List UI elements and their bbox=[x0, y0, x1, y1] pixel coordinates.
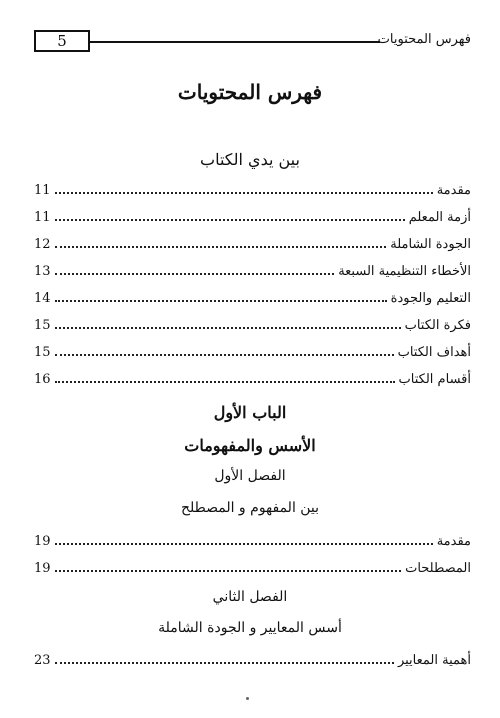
toc-entry[interactable] bbox=[34, 338, 471, 360]
chapter-heading: الفصل الأول bbox=[214, 468, 286, 484]
toc-entry-label: أزمة المعلم bbox=[408, 210, 471, 225]
toc-entry-label: الجودة الشاملة bbox=[390, 237, 471, 252]
chapter-subtitle: بين المفهوم و المصطلح bbox=[180, 500, 320, 516]
toc-entry-page: 19 bbox=[34, 561, 51, 576]
toc-entry-page: 23 bbox=[34, 653, 51, 668]
chapter-subtitle: أسس المعايير و الجودة الشاملة bbox=[158, 620, 342, 636]
dot-leader bbox=[55, 380, 395, 383]
dot-leader bbox=[55, 272, 335, 275]
toc-entry-page: 14 bbox=[34, 291, 51, 306]
part-subtitle: الأسس والمفهومات bbox=[184, 436, 316, 455]
toc-entry-label: أقسام الكتاب bbox=[398, 372, 471, 387]
toc-entry[interactable] bbox=[34, 203, 471, 225]
toc-entry[interactable] bbox=[34, 527, 471, 549]
toc-entry-label: مقدمة bbox=[436, 534, 471, 549]
toc-entry[interactable] bbox=[34, 176, 471, 198]
dot-leader bbox=[55, 326, 401, 329]
toc-entry[interactable] bbox=[34, 257, 471, 279]
toc-entry-page: 16 bbox=[34, 372, 51, 387]
dot-leader bbox=[55, 191, 433, 194]
dot-leader bbox=[55, 353, 394, 356]
toc-entry-page: 15 bbox=[34, 345, 51, 360]
dot-leader bbox=[55, 542, 433, 545]
toc-entry-label: التعليم والجودة bbox=[390, 291, 471, 306]
toc-entry[interactable] bbox=[34, 284, 471, 306]
toc-entry-page: 11 bbox=[34, 183, 51, 198]
toc-entry[interactable] bbox=[34, 230, 471, 252]
dot-leader bbox=[55, 661, 394, 664]
print-speck bbox=[246, 697, 249, 700]
dot-leader bbox=[55, 569, 402, 572]
page-header bbox=[34, 30, 471, 56]
page-title: فهرس المحتويات bbox=[177, 80, 323, 104]
toc-entry-page: 19 bbox=[34, 534, 51, 549]
toc-entry-label: مقدمة bbox=[436, 183, 471, 198]
toc-entry-label: أهداف الكتاب bbox=[397, 345, 471, 360]
toc-entry-page: 11 bbox=[34, 210, 51, 225]
running-title: فهرس المحتويات bbox=[377, 32, 471, 47]
header-rule bbox=[90, 41, 380, 43]
toc-entry[interactable] bbox=[34, 554, 471, 576]
dot-leader bbox=[55, 299, 387, 302]
toc-entry-page: 13 bbox=[34, 264, 51, 279]
toc-entry[interactable] bbox=[34, 311, 471, 333]
page-number-box: 5 bbox=[34, 30, 90, 52]
chapter-heading: الفصل الثاني bbox=[212, 589, 288, 605]
toc-entry[interactable] bbox=[34, 646, 471, 668]
toc-entry-page: 15 bbox=[34, 318, 51, 333]
dot-leader bbox=[55, 245, 387, 248]
toc-entry-label: فكرة الكتاب bbox=[404, 318, 471, 333]
toc-entry-label: أهمية المعايير bbox=[397, 653, 471, 668]
dot-leader bbox=[55, 218, 405, 221]
toc-entry-label: الأخطاء التنظيمية السبعة bbox=[338, 264, 471, 279]
toc-entry[interactable] bbox=[34, 365, 471, 387]
section-heading-intro: بين يدي الكتاب bbox=[200, 150, 300, 169]
part-heading: الباب الأول bbox=[213, 403, 287, 422]
toc-entry-label: المصطلحات bbox=[405, 561, 471, 576]
toc-entry-page: 12 bbox=[34, 237, 51, 252]
